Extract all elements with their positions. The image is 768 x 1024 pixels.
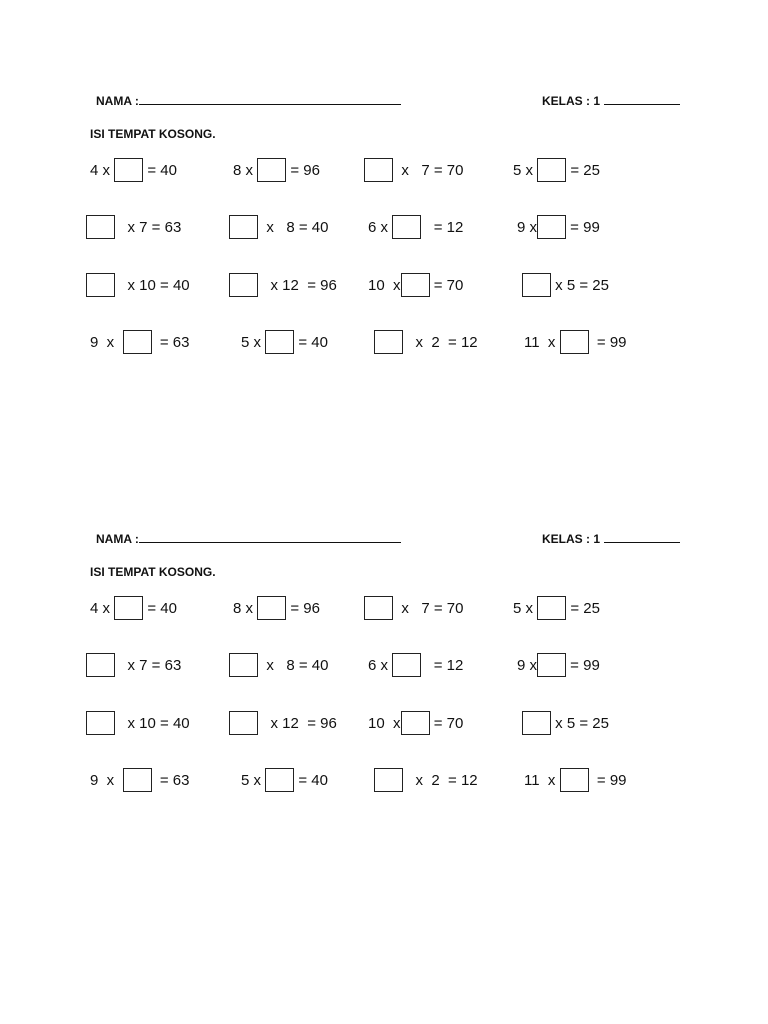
question-7 <box>368 652 463 678</box>
name-field <box>96 93 401 108</box>
question-suffix: = 40 <box>294 771 328 789</box>
question-suffix: x 8 = 40 <box>258 656 329 674</box>
question-prefix: 10 x <box>368 714 401 732</box>
question-16 <box>524 329 627 355</box>
question-8 <box>517 652 600 678</box>
question-11 <box>368 272 463 298</box>
name-label: NAMA : <box>96 94 139 108</box>
question-7 <box>368 214 463 240</box>
question-4 <box>513 157 600 183</box>
question-14 <box>241 329 328 355</box>
name-label: NAMA : <box>96 532 139 546</box>
question-4 <box>513 595 600 621</box>
name-blank[interactable] <box>139 531 401 543</box>
answer-box[interactable] <box>114 596 143 620</box>
answer-box[interactable] <box>123 768 152 792</box>
class-label: KELAS : 1 <box>542 94 601 108</box>
worksheet-2 <box>0 438 768 789</box>
question-prefix: 4 x <box>90 161 115 179</box>
question-suffix: = 63 <box>151 333 190 351</box>
question-suffix: x 5 = 25 <box>551 276 609 294</box>
name-blank[interactable] <box>139 93 401 105</box>
question-suffix: x 2 = 12 <box>403 771 478 789</box>
question-suffix: = 70 <box>429 276 464 294</box>
answer-box[interactable] <box>522 273 551 297</box>
question-prefix: 11 x <box>524 333 560 351</box>
question-suffix: x 7 = 70 <box>393 161 464 179</box>
question-prefix: 5 x <box>513 599 538 617</box>
question-3 <box>364 157 463 183</box>
answer-box[interactable] <box>537 215 566 239</box>
answer-box[interactable] <box>374 768 403 792</box>
question-10 <box>229 710 337 736</box>
question-1 <box>90 157 177 183</box>
question-13 <box>90 329 189 355</box>
question-2 <box>233 157 320 183</box>
question-prefix: 9 x <box>90 333 123 351</box>
question-prefix: 6 x <box>368 656 393 674</box>
question-prefix: 5 x <box>241 771 266 789</box>
answer-box[interactable] <box>229 711 258 735</box>
answer-box[interactable] <box>537 653 566 677</box>
question-suffix: = 40 <box>294 333 328 351</box>
question-12 <box>522 710 609 736</box>
answer-box[interactable] <box>401 273 430 297</box>
question-2 <box>233 595 320 621</box>
name-field <box>96 531 401 546</box>
question-prefix: 11 x <box>524 771 560 789</box>
question-3 <box>364 595 463 621</box>
question-suffix: = 99 <box>566 218 600 236</box>
question-9 <box>86 272 190 298</box>
answer-box[interactable] <box>86 653 115 677</box>
answer-box[interactable] <box>401 711 430 735</box>
question-14 <box>241 767 328 793</box>
question-15 <box>374 329 478 355</box>
question-suffix: = 40 <box>143 599 177 617</box>
question-suffix: x 7 = 63 <box>115 656 182 674</box>
question-15 <box>374 767 478 793</box>
class-blank[interactable] <box>604 93 680 105</box>
answer-box[interactable] <box>257 596 286 620</box>
class-blank[interactable] <box>604 531 680 543</box>
answer-box[interactable] <box>522 711 551 735</box>
question-suffix: x 2 = 12 <box>403 333 478 351</box>
answer-box[interactable] <box>265 330 294 354</box>
question-suffix: = 99 <box>588 771 627 789</box>
question-suffix: x 10 = 40 <box>115 276 190 294</box>
question-12 <box>522 272 609 298</box>
question-suffix: x 10 = 40 <box>115 714 190 732</box>
instruction: ISI TEMPAT KOSONG. <box>90 127 216 141</box>
question-prefix: 9 x <box>517 656 538 674</box>
question-suffix: = 63 <box>151 771 190 789</box>
answer-box[interactable] <box>114 158 143 182</box>
answer-box[interactable] <box>392 215 421 239</box>
answer-box[interactable] <box>364 158 393 182</box>
answer-box[interactable] <box>86 215 115 239</box>
question-6 <box>229 214 328 240</box>
class-field <box>542 531 680 546</box>
question-prefix: 5 x <box>513 161 538 179</box>
question-suffix: x 8 = 40 <box>258 218 329 236</box>
answer-box[interactable] <box>392 653 421 677</box>
answer-box[interactable] <box>560 330 589 354</box>
question-suffix: = 99 <box>566 656 600 674</box>
question-prefix: 4 x <box>90 599 115 617</box>
answer-box[interactable] <box>86 711 115 735</box>
question-prefix: 9 x <box>517 218 538 236</box>
question-prefix: 6 x <box>368 218 393 236</box>
answer-box[interactable] <box>364 596 393 620</box>
question-suffix: = 96 <box>286 161 320 179</box>
question-suffix: x 7 = 63 <box>115 218 182 236</box>
answer-box[interactable] <box>374 330 403 354</box>
question-suffix: x 12 = 96 <box>258 276 337 294</box>
answer-box[interactable] <box>537 596 566 620</box>
question-6 <box>229 652 328 678</box>
question-11 <box>368 710 463 736</box>
question-suffix: x 12 = 96 <box>258 714 337 732</box>
question-suffix: = 12 <box>421 656 464 674</box>
question-suffix: = 70 <box>429 714 464 732</box>
question-suffix: x 7 = 70 <box>393 599 464 617</box>
worksheet-1 <box>0 0 768 351</box>
answer-box[interactable] <box>257 158 286 182</box>
question-suffix: = 99 <box>588 333 627 351</box>
question-prefix: 9 x <box>90 771 123 789</box>
question-8 <box>517 214 600 240</box>
class-label: KELAS : 1 <box>542 532 601 546</box>
answer-box[interactable] <box>537 158 566 182</box>
answer-box[interactable] <box>560 768 589 792</box>
answer-box[interactable] <box>265 768 294 792</box>
question-suffix: x 5 = 25 <box>551 714 609 732</box>
question-5 <box>86 652 181 678</box>
question-prefix: 5 x <box>241 333 266 351</box>
answer-box[interactable] <box>229 273 258 297</box>
answer-box[interactable] <box>86 273 115 297</box>
question-suffix: = 12 <box>421 218 464 236</box>
answer-box[interactable] <box>229 653 258 677</box>
class-field <box>542 93 680 108</box>
instruction: ISI TEMPAT KOSONG. <box>90 565 216 579</box>
question-suffix: = 25 <box>566 161 600 179</box>
question-prefix: 10 x <box>368 276 401 294</box>
question-suffix: = 40 <box>143 161 177 179</box>
question-1 <box>90 595 177 621</box>
answer-box[interactable] <box>123 330 152 354</box>
question-prefix: 8 x <box>233 599 258 617</box>
question-suffix: = 96 <box>286 599 320 617</box>
answer-box[interactable] <box>229 215 258 239</box>
question-16 <box>524 767 627 793</box>
question-suffix: = 25 <box>566 599 600 617</box>
question-13 <box>90 767 189 793</box>
question-9 <box>86 710 190 736</box>
question-10 <box>229 272 337 298</box>
question-prefix: 8 x <box>233 161 258 179</box>
question-5 <box>86 214 181 240</box>
